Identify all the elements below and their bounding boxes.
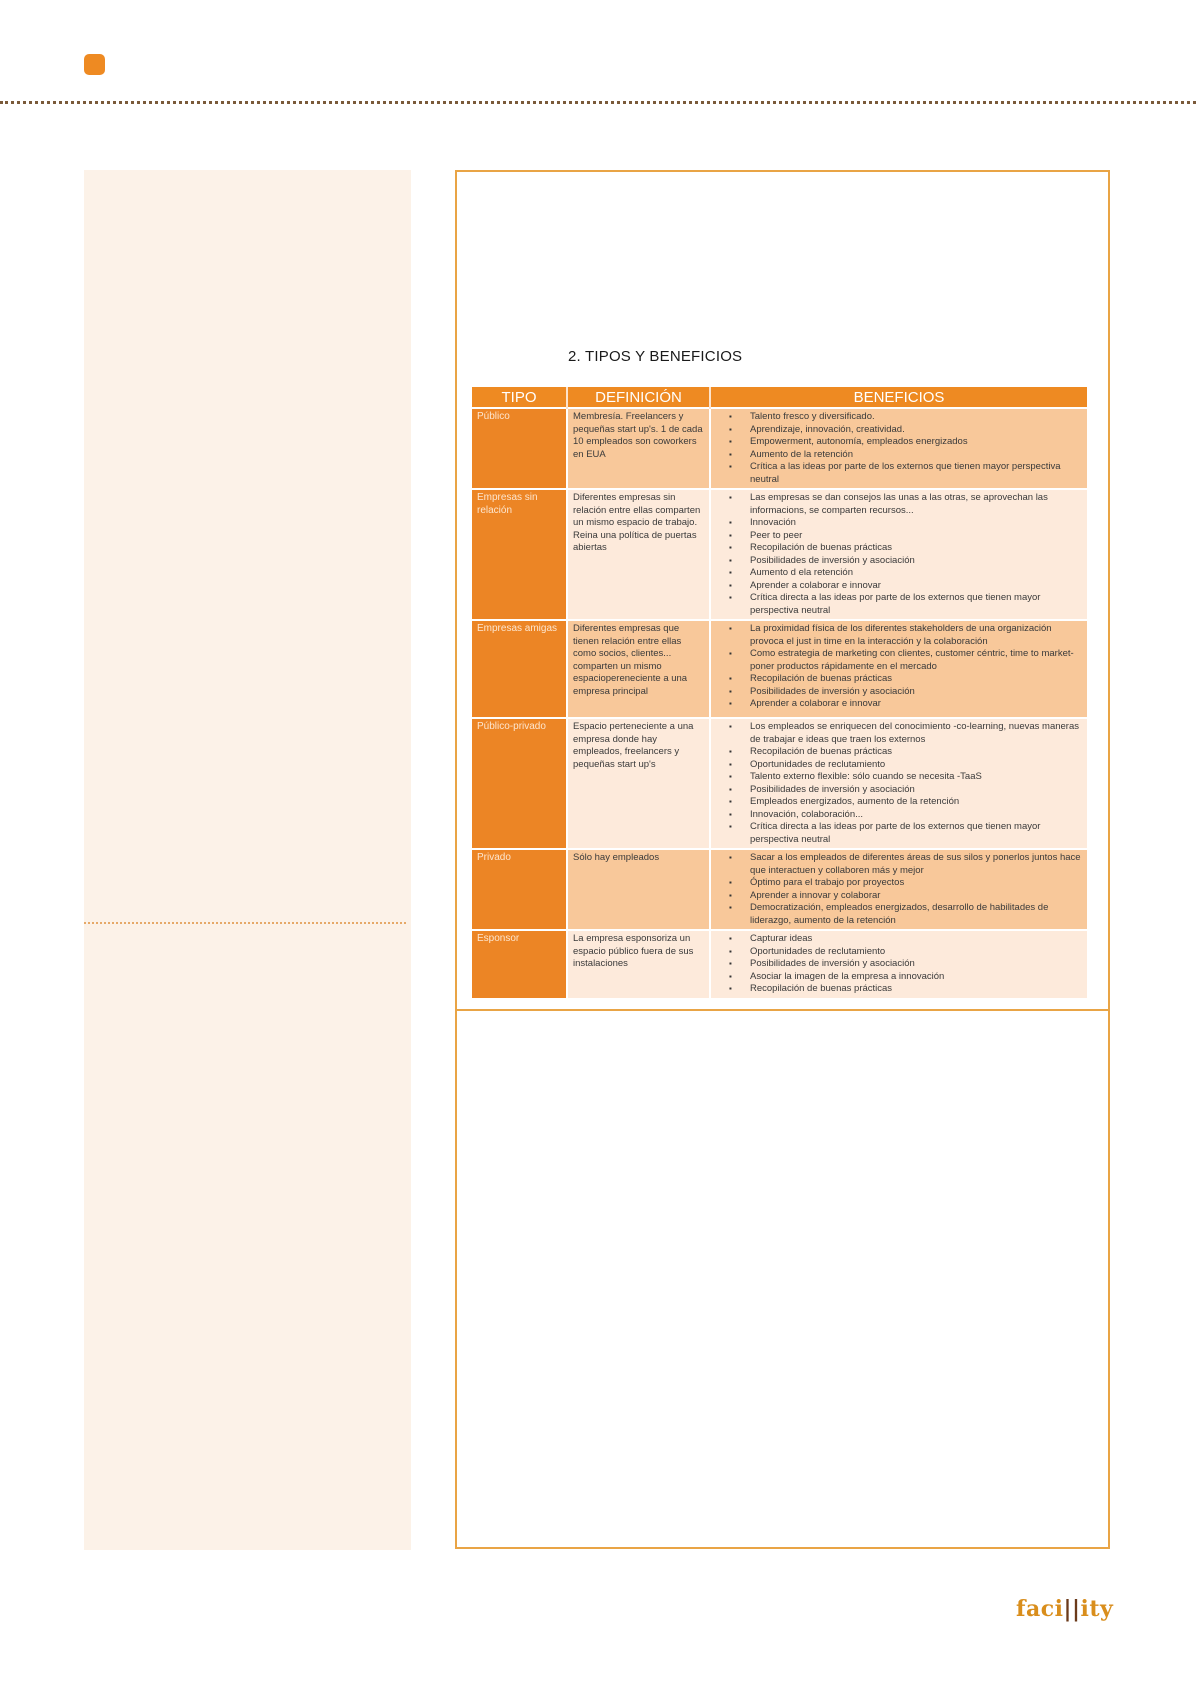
benefit-item: ▪ Sacar a los empleados de diferentes áreas de sus silos y ponerlos juntos hace que interactuen y collaboren más y mejor	[750, 852, 1082, 877]
benefit-item: ▪ Oportunidades de reclutamiento	[750, 759, 1082, 772]
benefit-item: ▪ Óptimo para el trabajo por proyectos	[750, 877, 1082, 890]
benefit-list	[716, 411, 1082, 486]
cell-tipo: Público	[472, 408, 567, 489]
logo-text-right: ity	[1080, 1596, 1114, 1622]
table-header-row	[472, 387, 1087, 408]
benefit-item: ▪ Talento fresco y diversificado.	[750, 411, 1082, 424]
benefit-item: ▪ Peer to peer	[750, 530, 1082, 543]
benefit-item: ▪ Aprender a colaborar e innovar	[750, 698, 1082, 711]
sidebar-dotted-rule	[84, 922, 406, 924]
header-tipo: TIPO	[472, 387, 567, 408]
cell-definicion: La empresa esponsoriza un espacio público fuera de sus instalaciones	[567, 930, 710, 998]
benefit-item: ▪ Talento externo flexible: sólo cuando se necesita -TaaS	[750, 771, 1082, 784]
cell-beneficios	[710, 408, 1087, 489]
benefit-list	[716, 492, 1082, 617]
benefits-table-wrap	[472, 387, 1087, 998]
benefit-item: ▪ Aprendizaje, innovación, creatividad.	[750, 424, 1082, 437]
cell-definicion: Membresía. Freelancers y pequeñas start up's. 1 de cada 10 empleados son coworkers en EUA	[567, 408, 710, 489]
table-row	[472, 849, 1087, 930]
benefit-item: ▪ Aprender a innovar y colaborar	[750, 890, 1082, 903]
benefit-item: ▪ Como estrategia de marketing con clientes, customer céntric, time to market-poner productos rápidamente en el mercado	[750, 648, 1082, 673]
cell-beneficios	[710, 849, 1087, 930]
benefit-list	[716, 933, 1082, 996]
benefit-item: ▪ Innovación, colaboración...	[750, 809, 1082, 822]
cell-beneficios	[710, 718, 1087, 849]
table-row	[472, 620, 1087, 718]
section-title: 2. TIPOS Y BENEFICIOS	[568, 348, 743, 365]
benefit-item: ▪ Recopilación de buenas prácticas	[750, 746, 1082, 759]
sidebar-panel	[84, 170, 411, 1550]
benefit-item: ▪ Posibilidades de inversión y asociación	[750, 958, 1082, 971]
benefit-item: ▪ Oportunidades de reclutamiento	[750, 946, 1082, 959]
benefit-item: ▪ Aumento de la retención	[750, 449, 1082, 462]
benefits-table	[472, 387, 1087, 998]
benefit-item: ▪ Las empresas se dan consejos las unas a las otras, se aprovechan las informacions, se comparten recursos...	[750, 492, 1082, 517]
cell-tipo: Público-privado	[472, 718, 567, 849]
benefit-list	[716, 721, 1082, 846]
benefit-item: ▪ Empowerment, autonomía, empleados energizados	[750, 436, 1082, 449]
benefit-item: ▪ Recopilación de buenas prácticas	[750, 542, 1082, 555]
facility-logo	[1016, 1596, 1113, 1622]
benefit-item: ▪ Asociar la imagen de la empresa a innovación	[750, 971, 1082, 984]
logo-text-left: faci	[1016, 1596, 1064, 1622]
benefit-item: ▪ Aumento d ela retención	[750, 567, 1082, 580]
cell-beneficios	[710, 620, 1087, 718]
benefit-item: ▪ Posibilidades de inversión y asociación	[750, 784, 1082, 797]
header-definicion: DEFINICIÓN	[567, 387, 710, 408]
benefit-item: ▪ La proximidad física de los diferentes stakeholders de una organización provoca el just in time en la interacción y la colaboración	[750, 623, 1082, 648]
table-row	[472, 408, 1087, 489]
section-marker	[84, 54, 105, 75]
cell-tipo: Privado	[472, 849, 567, 930]
cell-tipo: Esponsor	[472, 930, 567, 998]
table-row	[472, 718, 1087, 849]
benefit-list	[716, 623, 1082, 711]
cell-beneficios	[710, 930, 1087, 998]
logo-bars: ||	[1063, 1596, 1081, 1622]
benefit-item: ▪ Aprender a colaborar e innovar	[750, 580, 1082, 593]
cell-definicion: Diferentes empresas que tienen relación entre ellas como socios, clientes... comparten un mismo espaciopereneciente a una empresa principal	[567, 620, 710, 718]
cell-definicion: Espacio perteneciente a una empresa donde hay empleados, freelancers y pequeñas start up's	[567, 718, 710, 849]
cell-definicion: Sólo hay empleados	[567, 849, 710, 930]
benefit-item: ▪ Recopilación de buenas prácticas	[750, 673, 1082, 686]
benefit-item: ▪ Capturar ideas	[750, 933, 1082, 946]
benefit-list	[716, 852, 1082, 927]
benefit-item: ▪ Posibilidades de inversión y asociación	[750, 555, 1082, 568]
cell-tipo: Empresas sin relación	[472, 489, 567, 620]
benefit-item: ▪ Los empleados se enriquecen del conocimiento -co-learning, nuevas maneras de trabajar e ideas que traen los externos	[750, 721, 1082, 746]
benefit-item: ▪ Crítica directa a las ideas por parte de los externos que tienen mayor perspectiva neutral	[750, 592, 1082, 617]
benefit-item: ▪ Recopilación de buenas prácticas	[750, 983, 1082, 996]
header-beneficios: BENEFICIOS	[710, 387, 1087, 408]
header-dotted-rule	[0, 101, 1196, 104]
benefit-item: ▪ Crítica a las ideas por parte de los externos que tienen mayor perspectiva neutral	[750, 461, 1082, 486]
benefit-item: ▪ Crítica directa a las ideas por parte de los externos que tienen mayor perspectiva neutral	[750, 821, 1082, 846]
lower-frame	[455, 1009, 1110, 1549]
benefit-item: ▪ Posibilidades de inversión y asociación	[750, 686, 1082, 699]
benefit-item: ▪ Innovación	[750, 517, 1082, 530]
cell-beneficios	[710, 489, 1087, 620]
cell-definicion: Diferentes empresas sin relación entre ellas comparten un mismo espacio de trabajo. Reina una política de puertas abiertas	[567, 489, 710, 620]
benefit-item: ▪ Democratización, empleados energizados, desarrollo de habilitades de liderazgo, aumento de la retención	[750, 902, 1082, 927]
table-row	[472, 930, 1087, 998]
benefit-item: ▪ Empleados energizados, aumento de la retención	[750, 796, 1082, 809]
table-row	[472, 489, 1087, 620]
cell-tipo: Empresas amigas	[472, 620, 567, 718]
